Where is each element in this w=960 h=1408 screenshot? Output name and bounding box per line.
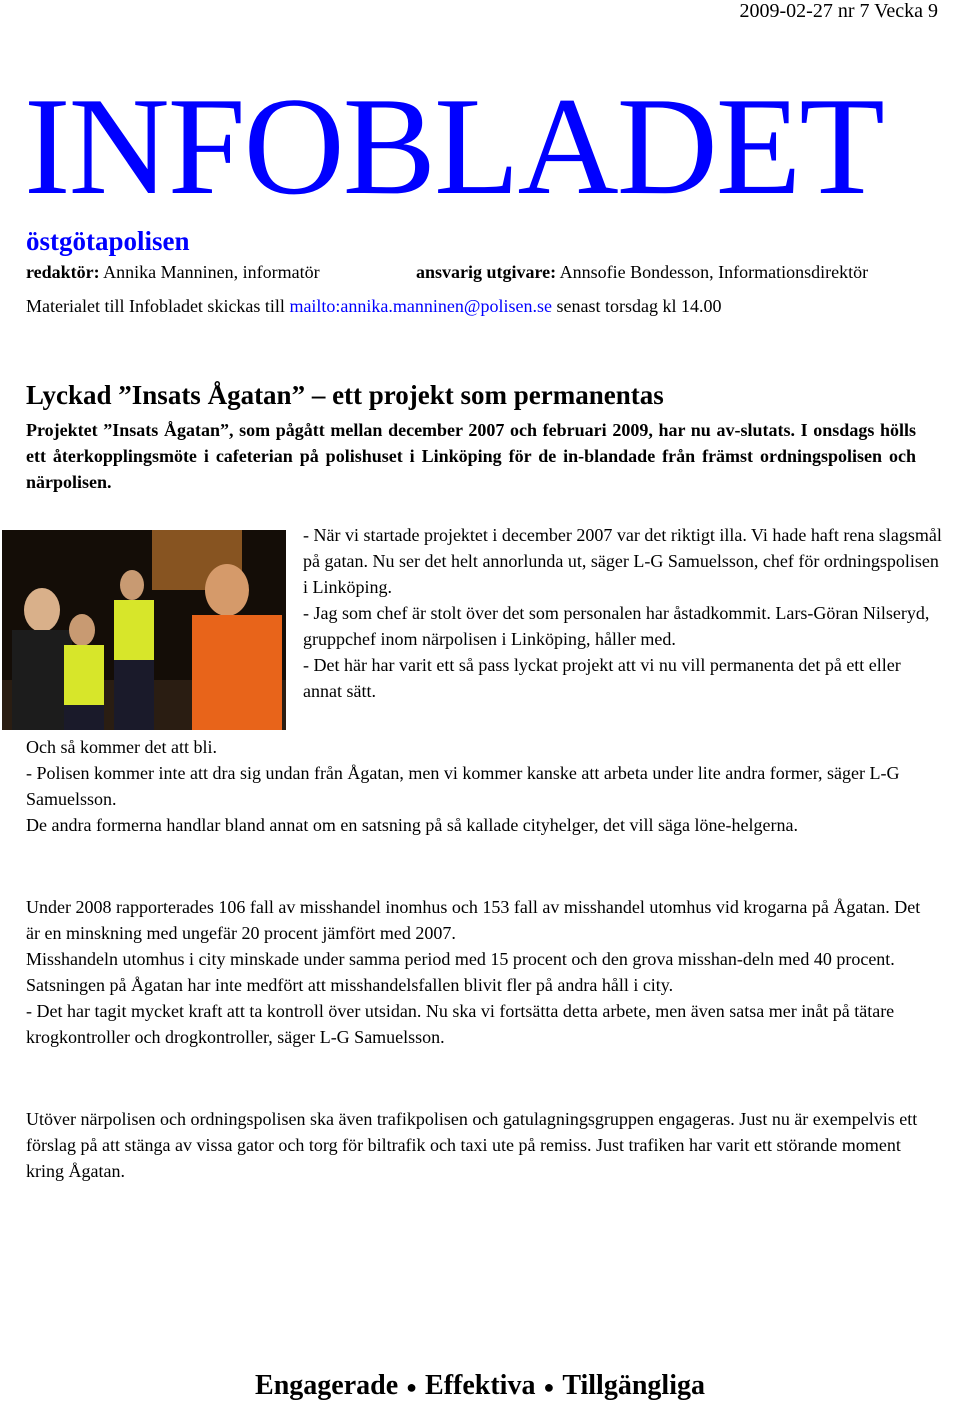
article-headline: Lyckad ”Insats Ågatan” – ett projekt som permanentas — [26, 380, 664, 410]
body-paragraph: Misshandeln utomhus i city minskade under samma period med 15 procent och den grova misshan-deln med 40 procent. Satsningen på Ågatan har inte medfört att misshandelsfallen blivit fler på andra håll i city. — [26, 949, 895, 995]
submission-suffix: senast torsdag kl 14.00 — [551, 296, 722, 316]
quote-paragraph: - När vi startade projektet i december 2007 var det riktigt illa. Vi hade haft rena slagsmål på gatan. Nu ser det helt annorlunda ut, säger L-G Samuelsson, chef för ordningspolisen i Linköping. — [303, 525, 942, 597]
body-paragraph: - Det har tagit mycket kraft att ta kontroll över utsidan. Nu ska vi fortsätta detta arbete, men även satsa mer inåt på tätare krogkontroller och drogkontroller, säger L-G Samuelsson. — [26, 1001, 895, 1047]
masthead-title: INFOBLADET — [24, 69, 883, 224]
editor-label: redaktör: — [26, 262, 100, 282]
publisher-label: ansvarig utgivare: — [416, 262, 557, 282]
body-paragraph: - Polisen kommer inte att dra sig undan från Ågatan, men vi kommer kanske att arbeta under lite andra former, säger L-G Samuelsson. — [26, 763, 900, 809]
bullet-icon: ● — [543, 1377, 555, 1398]
quote-paragraph: - Jag som chef är stolt över det som personalen har åstadkommit. Lars-Göran Nilseryd, gruppchef inom närpolisen i Linköping, håller med. — [303, 603, 930, 649]
slogan-word: Engagerade — [255, 1370, 399, 1401]
article-lead — [26, 417, 916, 495]
footer-slogan — [0, 1370, 960, 1402]
body-paragraph: Utöver närpolisen och ordningspolisen ska även trafikpolisen och gatulagningsgruppen engageras. Just nu är exempelvis ett förslag på att stänga av vissa gator och torg för biltrafik och taxi ute på remiss. Just trafiken har varit ett störande moment kring Ågatan. — [26, 1109, 918, 1181]
body-paragraph: Och så kommer det att bli. — [26, 737, 217, 757]
publisher-value: Annsofie Bondesson, Informationsdirektör — [556, 262, 869, 282]
quote-paragraph: - Det här har varit ett så pass lyckat projekt att vi nu vill permanenta det på ett eller annat sätt. — [303, 655, 901, 701]
masthead-subtitle: östgötapolisen — [26, 226, 190, 256]
submission-info — [26, 296, 721, 317]
article-traffic — [26, 1106, 936, 1184]
article-photo — [2, 530, 286, 730]
publisher-credit — [416, 262, 868, 283]
lead-paragraph: Projektet ”Insats Ågatan”, som pågått mellan december 2007 och februari 2009, har nu av-slutats. I onsdags hölls ett återkopplingsmöte i cafeterian på polishuset i Linköping för de in-blandade från främst ordningspolisen och närpolisen. — [26, 420, 916, 492]
editor-value: Annika Manninen, informatör — [99, 262, 320, 282]
editor-credit — [26, 262, 320, 283]
body-paragraph: Under 2008 rapporterades 106 fall av misshandel inomhus och 153 fall av misshandel utomhus vid krogarna på Ågatan. Det är en minskning med ungefär 20 procent jämfört med 2007. — [26, 897, 921, 943]
slogan-word: Effektiva — [425, 1370, 536, 1401]
issue-date: 2009-02-27 nr 7 Vecka 9 — [739, 0, 938, 22]
bullet-icon: ● — [406, 1377, 418, 1398]
police-photo-illustration — [2, 530, 286, 730]
quote-block — [303, 522, 943, 704]
article-statistics — [26, 894, 936, 1050]
submission-email-link[interactable]: mailto:annika.manninen@polisen.se — [289, 296, 552, 316]
submission-prefix: Materialet till Infobladet skickas till — [26, 296, 290, 316]
article-continuation — [26, 734, 936, 838]
body-paragraph: De andra formerna handlar bland annat om en satsning på så kallade cityhelger, det vill säga löne-helgerna. — [26, 815, 798, 835]
slogan-word: Tillgängliga — [562, 1370, 705, 1401]
